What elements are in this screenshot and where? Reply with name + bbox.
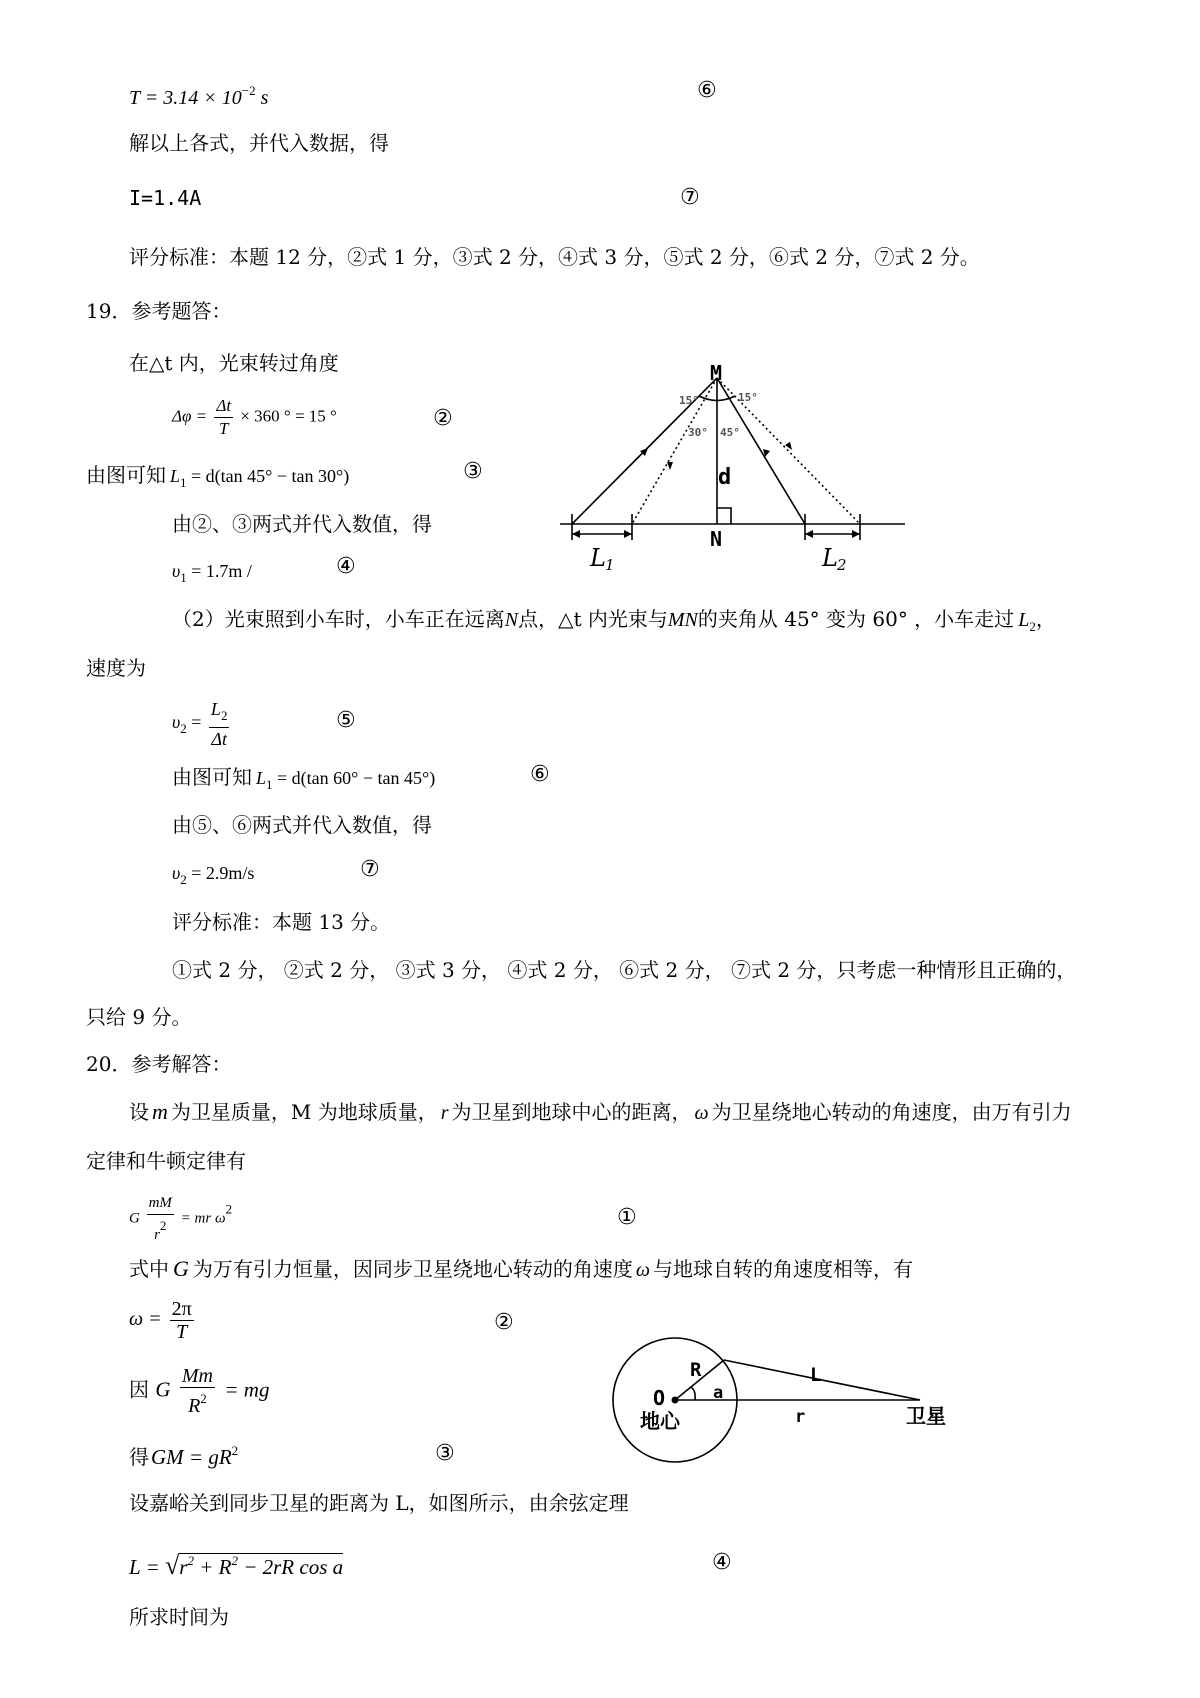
q20-intro: 设 m 为卫星质量，M 为地球质量， r 为卫星到地球中心的距离， ω 为卫星绕地心转动的角速度，由万有引力	[129, 1099, 1072, 1124]
label-earth-center: 地心	[640, 1409, 680, 1433]
angle-a-arc	[690, 1387, 695, 1400]
label-satellite: 卫星	[906, 1404, 946, 1428]
text-line: 由②、③两式并代入数值，得	[172, 512, 432, 536]
label-15-right: 15°	[738, 391, 758, 404]
equation-line-L1-second: 由图可知 $L_1 = d(\tan$ 60° − tan 45°)	[172, 765, 436, 792]
gm-equation: 得GM = $gR^2$	[129, 1443, 239, 1469]
eq-marker-7: ⑦	[360, 857, 380, 882]
eq-marker-2: ②	[433, 406, 453, 431]
question-19-heading: 19．参考题答：	[86, 299, 232, 323]
label-O: O	[653, 1386, 666, 1410]
label-L1-sub: 1	[605, 556, 615, 574]
part-2-text: （2）光束照到小车时，小车正在远离N点，△t 内光束与MN的夹角从 45° 变为 60° ，小车走过 $L_2$，	[172, 607, 1056, 634]
label-a: a	[713, 1383, 724, 1403]
eq-marker-6: ⑥	[697, 78, 717, 103]
eq-marker-1: ①	[617, 1205, 637, 1230]
scoring-standard-18: 评分标准：本题 12 分，②式 1 分，③式 2 分，④式 3 分，⑤式 2 分，⑥式 2 分，⑦式 2 分。	[129, 245, 980, 269]
eq-marker-3: ③	[435, 1441, 455, 1466]
label-45: 45°	[720, 426, 740, 439]
text-line: 由⑤、⑥两式并代入数值，得	[172, 813, 432, 837]
label-L: L	[810, 1364, 822, 1386]
text-line: 定律和牛顿定律有	[86, 1149, 246, 1173]
text-line: 所求时间为	[129, 1605, 229, 1629]
q20-gravity-constant-text: 式中 G 为万有引力恒量，因同步卫星绕地心转动的角速度 ω 与地球自转的角速度相等，有	[129, 1256, 914, 1281]
text-line: 设嘉峪关到同步卫星的距离为 L，如图所示，由余弦定理	[129, 1491, 629, 1515]
text-line: 只给 9 分。	[86, 1005, 192, 1029]
current-result: I=1.4A	[129, 186, 202, 210]
question-20-heading: 20．参考解答：	[86, 1052, 232, 1076]
scoring-standard-19: 评分标准：本题 13 分。	[172, 910, 391, 934]
equation-line-L1: 由图可知 $L_1 = d(\tan$ 45° − tan 30°)	[86, 463, 350, 490]
label-r: r	[795, 1407, 806, 1427]
eq-marker-3: ③	[463, 459, 483, 484]
eq-marker-4: ④	[712, 1550, 732, 1575]
label-30: 30°	[688, 426, 708, 439]
gravitation-equation: G $\frac{mM}{r^2}$ = mr $\omega^2$	[129, 1192, 232, 1246]
v2-equation: $\upsilon_2$ = $\frac{L_2}{\Delta t}$	[172, 699, 228, 749]
text-line: 速度为	[86, 656, 146, 680]
omega-equation: ω = $\frac{2\pi}{T}$	[129, 1298, 192, 1343]
eq-marker-5: ⑤	[336, 708, 356, 733]
surface-gravity-equation: 因 G $\frac{Mm}{R^2}$ = mg	[129, 1365, 270, 1417]
eq-marker-7: ⑦	[680, 185, 700, 210]
label-L2-sub: 2	[837, 556, 847, 574]
label-R: R	[690, 1359, 702, 1381]
label-d: d	[718, 465, 732, 490]
text-line: 在△t 内，光束转过角度	[129, 351, 339, 375]
v2-result: $\upsilon_2 = 2.9m/s$	[172, 863, 255, 887]
line-L	[724, 1360, 920, 1400]
angle-equation: Δφ = $\frac{\Delta t}{T}$ × 360 ° = 15 °	[172, 396, 337, 438]
label-L2: L	[822, 544, 838, 572]
label-L1: L	[590, 544, 606, 572]
eq-marker-2: ②	[494, 1310, 514, 1335]
scoring-detail-19: ①式 2 分， ②式 2 分， ③式 3 分， ④式 2 分， ⑥式 2 分， ⑦式 2 分，只考虑一种情形且正确的，	[172, 958, 1077, 982]
eq-marker-4: ④	[336, 554, 356, 579]
eq-marker-6: ⑥	[530, 762, 550, 787]
label-N: N	[710, 527, 723, 551]
v1-result: $\upsilon_1 = 1.7m$ /	[172, 561, 252, 585]
cosine-law-equation: $L = √r^2 + R^2 - 2rR$ cos a	[129, 1551, 344, 1580]
label-15-left: 15°	[679, 394, 699, 407]
earth-center-dot	[672, 1397, 679, 1404]
label-M: M	[710, 361, 723, 385]
text-line: 解以上各式，并代入数据，得	[129, 131, 389, 155]
period-equation: $T = 3.14 \times 10^{-2}$ s	[129, 83, 269, 109]
